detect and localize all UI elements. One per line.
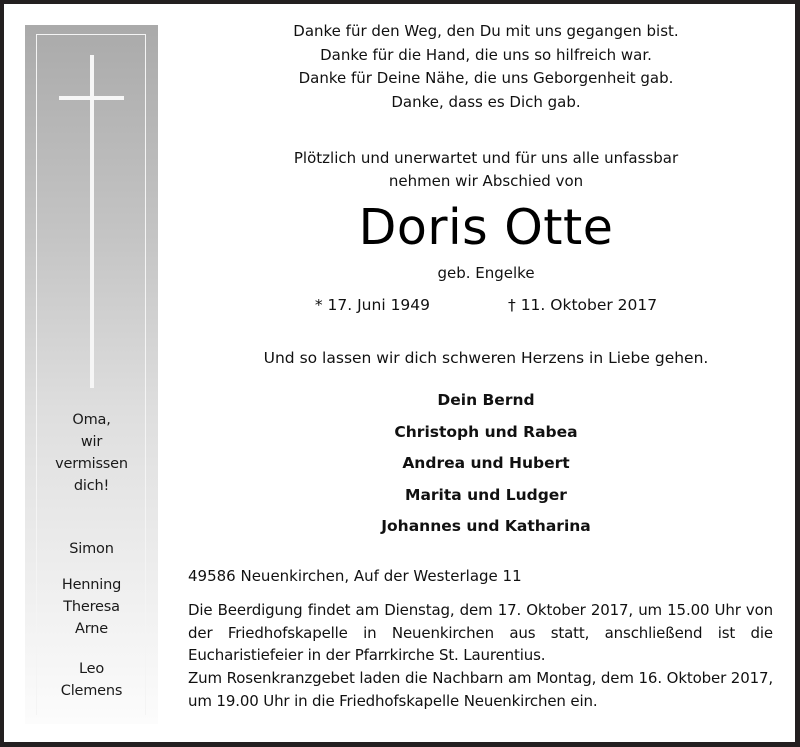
grandchild-name: Theresa	[63, 599, 120, 615]
message-line: vermissen	[55, 456, 128, 472]
message-line: wir	[80, 434, 103, 450]
grandchild-name: Clemens	[60, 683, 123, 699]
mourner: Marita und Ludger	[405, 485, 567, 504]
deceased-name: Doris Otte	[358, 199, 614, 256]
poem-line: Danke für Deine Nähe, die uns Geborgenheit gab.	[298, 69, 674, 87]
message-line: dich!	[73, 478, 110, 494]
mourner: Christoph und Rabea	[394, 422, 578, 441]
cross-icon-bar	[59, 96, 124, 100]
grandchild-group	[25, 538, 158, 560]
intro-line: Plötzlich und unerwartet und für uns alle unfassbar	[293, 149, 679, 167]
grandchild-name: Arne	[75, 621, 108, 637]
mourner: Johannes und Katharina	[381, 517, 591, 535]
life-dates	[186, 293, 786, 317]
mourner: Dein Bernd	[437, 391, 535, 409]
death-date: † 11. Oktober 2017	[508, 296, 658, 314]
obituary-notice	[4, 4, 795, 742]
grandchild-group	[25, 658, 158, 702]
birth-date: * 17. Juni 1949	[314, 296, 431, 314]
grandchildren-message	[25, 409, 158, 497]
sidebar-panel	[25, 25, 158, 724]
poem-line: Danke, dass es Dich gab.	[391, 92, 581, 111]
funeral-info: Die Beerdigung findet am Dienstag, dem 17. Oktober 2017, um 15.00 Uhr von der Friedhofskapelle in Neuenkirchen aus statt, anschließend ist die Eucharistiefeier in der Pfarrkirche St. Laurentius.	[188, 601, 773, 664]
maiden-name: geb. Engelke	[437, 264, 535, 282]
mourners-list	[186, 385, 786, 543]
grandchild-name: Simon	[69, 541, 114, 557]
poem-line: Danke für die Hand, die uns so hilfreich war.	[320, 45, 652, 64]
cross-icon	[90, 55, 94, 388]
intro-text	[186, 147, 786, 193]
farewell-line: Und so lassen wir dich schweren Herzens in Liebe gehen.	[263, 349, 709, 367]
grandchild-group	[25, 574, 158, 640]
rosary-info: Zum Rosenkranzgebet laden die Nachbarn am Montag, dem 16. Oktober 2017, um 19.00 Uhr in die Friedhofskapelle Neuenkirchen ein.	[188, 669, 773, 710]
mourner: Andrea und Hubert	[402, 454, 570, 472]
poem-line: Danke für den Weg, den Du mit uns gegangen bist.	[293, 22, 679, 40]
grandchild-name: Henning	[61, 577, 122, 593]
grandchild-name: Leo	[78, 661, 105, 677]
message-line: Oma,	[72, 412, 111, 428]
address: 49586 Neuenkirchen, Auf der Westerlage 11	[188, 567, 522, 585]
poem	[186, 20, 786, 114]
intro-line: nehmen wir Abschied von	[388, 172, 584, 190]
